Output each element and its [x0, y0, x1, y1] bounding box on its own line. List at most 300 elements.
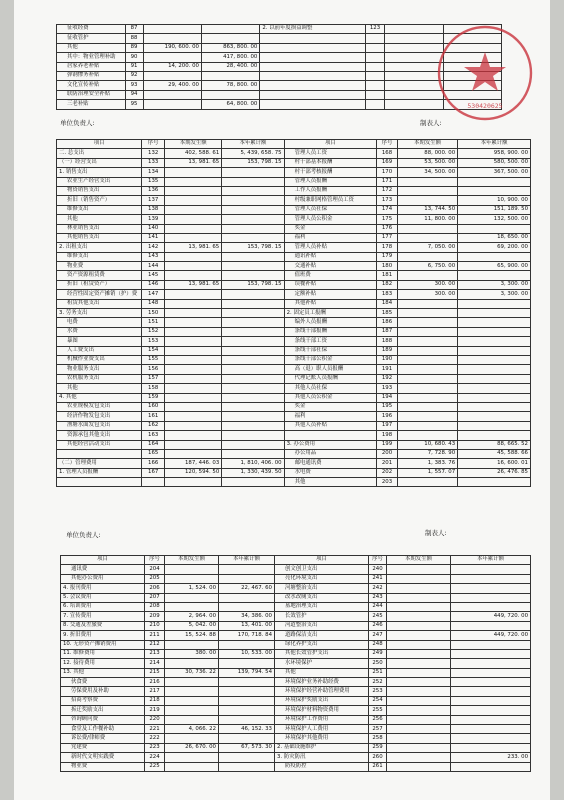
table-cell: 维修支出	[57, 252, 142, 261]
table-cell: 其他办公费用	[61, 574, 145, 583]
table-cell: 300. 00	[397, 290, 457, 299]
table-cell: 14, 200. 00	[143, 62, 201, 71]
table-row	[57, 374, 531, 383]
table-cell	[165, 346, 222, 355]
table-cell: 其他	[57, 215, 142, 224]
table-cell: 205	[145, 574, 165, 583]
unit-head-label-2: 单位负责人:	[66, 531, 101, 539]
table-cell	[387, 602, 451, 611]
table-cell	[222, 337, 284, 346]
table-cell	[458, 327, 531, 336]
table-cell: 170	[377, 168, 398, 177]
table-cell: 89	[125, 43, 143, 52]
table-cell: 其他经营活动支出	[57, 440, 142, 449]
table-row	[57, 243, 531, 252]
table-cell: 87	[125, 25, 143, 34]
table-cell	[458, 374, 531, 383]
table-cell: 环境保护人工费用	[275, 725, 369, 734]
table-cell: 其他销售支出	[57, 233, 142, 242]
table-cell: 172	[377, 186, 398, 195]
table-cell	[219, 734, 275, 743]
table-cell: 高（退）职人员报酬	[284, 365, 377, 374]
table-cell	[165, 290, 222, 299]
table-cell: 6. 培训费用	[61, 602, 145, 611]
table-cell: 246	[369, 621, 387, 630]
table-cell	[458, 224, 531, 233]
unit-head-label-1: 单位负责人:	[60, 119, 95, 127]
table-cell: 3. 办公费用	[284, 440, 377, 449]
table-cell: 177	[377, 233, 398, 242]
table-cell	[143, 71, 201, 80]
table-cell	[451, 602, 531, 611]
table-cell	[222, 412, 284, 421]
table-row	[57, 478, 531, 487]
seal-serial-text: 530420625	[467, 102, 503, 110]
table-cell: 134	[142, 168, 165, 177]
table-cell	[165, 449, 222, 458]
table-cell: 233. 00	[451, 753, 531, 762]
table-cell	[222, 252, 284, 261]
table-cell: 139	[142, 215, 165, 224]
table-cell: 224	[145, 753, 165, 762]
table-cell: 水环境保护	[275, 659, 369, 668]
table-cell	[451, 659, 531, 668]
table-cell	[387, 734, 451, 743]
table-cell: 管理人员社保	[284, 205, 377, 214]
table-row	[57, 262, 531, 271]
table-cell: 190	[377, 355, 398, 364]
table-row	[57, 365, 531, 374]
table-cell	[397, 393, 457, 402]
table-cell: 241	[369, 574, 387, 583]
table-cell: 6, 750. 00	[397, 262, 457, 271]
table-cell: 招商考察费	[61, 696, 145, 705]
table-cell: 7, 050. 00	[397, 243, 457, 252]
table-cell: 204	[145, 565, 165, 574]
table-cell	[260, 34, 366, 43]
table-cell: 绿化养护支出	[275, 640, 369, 649]
table-cell: 环境保护业务补助经费	[275, 678, 369, 687]
table-cell: 2. 固定员工报酬	[284, 309, 377, 318]
table-cell	[165, 205, 222, 214]
table-cell	[260, 100, 366, 109]
table-cell: 拆迁奖励支出	[61, 706, 145, 715]
table-cell	[365, 34, 384, 43]
table-cell: 水电费	[284, 468, 377, 477]
table-cell: 道路保洁支出	[275, 631, 369, 640]
table-cell: 30, 736. 22	[165, 668, 219, 677]
table-cell	[387, 725, 451, 734]
table-cell	[458, 421, 531, 430]
table-cell	[222, 215, 284, 224]
table-cell	[165, 337, 222, 346]
table-cell: 条线干部报酬	[284, 327, 377, 336]
table-cell: 联防治理安全补贴	[57, 90, 126, 99]
table-cell: 管理人员报酬	[284, 177, 377, 186]
table-cell: 135	[142, 177, 165, 186]
table-cell: 5, 439, 658. 75	[222, 149, 284, 158]
table-cell	[222, 196, 284, 205]
table-cell	[165, 715, 219, 724]
table-cell	[222, 374, 284, 383]
table-row	[57, 412, 531, 421]
table-cell	[222, 346, 284, 355]
table-row	[61, 743, 531, 752]
table-cell: 2. 以前年度损益调整	[260, 25, 366, 34]
table-cell: 工作人员报酬	[284, 186, 377, 195]
table-cell	[165, 355, 222, 364]
table-cell: 农业生产经营支出	[57, 177, 142, 186]
table-cell	[165, 412, 222, 421]
table-cell: 其他	[57, 384, 142, 393]
table-cell: 380. 00	[165, 649, 219, 658]
table-cell	[165, 734, 219, 743]
table-cell: 邮电通讯费	[284, 459, 377, 468]
table-cell	[219, 753, 275, 762]
table-cell	[397, 346, 457, 355]
table-cell	[57, 449, 142, 458]
table-cell: 22, 467. 60	[219, 584, 275, 593]
table-cell	[165, 262, 222, 271]
table-cell: 管理人员补贴	[284, 243, 377, 252]
table-cell: 人工费支出	[57, 346, 142, 355]
table-cell	[451, 678, 531, 687]
table-cell: 环境保护其他费用	[275, 734, 369, 743]
table-cell: 153, 798. 15	[222, 243, 284, 252]
table-cell: 水费	[57, 327, 142, 336]
table-cell: 防疫防控	[275, 762, 369, 771]
table-cell	[260, 81, 366, 90]
table-cell	[165, 177, 222, 186]
table-cell	[458, 337, 531, 346]
table-cell	[219, 678, 275, 687]
table-cell: 墓地治理支出	[275, 602, 369, 611]
table-cell: 11. 维修费用	[61, 649, 145, 658]
table-cell: 环境保护经营补助管理费用	[275, 687, 369, 696]
table-cell	[201, 71, 259, 80]
table-cell: 三老补贴	[57, 100, 126, 109]
table-row	[57, 440, 531, 449]
table-row	[57, 196, 531, 205]
table-cell: 亮化环境支出	[275, 574, 369, 583]
table-cell	[165, 706, 219, 715]
table-cell	[165, 762, 219, 771]
table-cell: 奖金	[284, 402, 377, 411]
table-row	[61, 631, 531, 640]
table-cell	[165, 421, 222, 430]
table-cell	[201, 34, 259, 43]
table-cell: 13, 744. 50	[397, 205, 457, 214]
table-row	[61, 649, 531, 658]
table-cell: 管理人员公积金	[284, 215, 377, 224]
table-cell: 151	[142, 318, 165, 327]
table-cell	[201, 25, 259, 34]
table-row	[61, 565, 531, 574]
table-cell	[397, 402, 457, 411]
table-cell: 139, 794. 54	[219, 668, 275, 677]
table-cell	[165, 659, 219, 668]
column-header: 项目	[275, 556, 369, 565]
table-cell	[222, 402, 284, 411]
table-cell: 212	[145, 640, 165, 649]
table-cell: 7, 728. 90	[397, 449, 457, 458]
table-cell: 192	[377, 374, 398, 383]
table-cell: 146	[142, 280, 165, 289]
table-cell	[365, 62, 384, 71]
table-cell: 201	[377, 459, 398, 468]
table-cell: 137	[142, 196, 165, 205]
table-cell	[451, 696, 531, 705]
table-cell: 249	[369, 649, 387, 658]
table-cell	[451, 743, 531, 752]
table-cell: 28, 400. 00	[201, 62, 259, 71]
table-row	[57, 299, 531, 308]
table-cell: 福利	[284, 233, 377, 242]
table-cell: 13, 981. 65	[165, 280, 222, 289]
table-cell: 其他	[284, 478, 377, 487]
table-cell: 条线干部公积金	[284, 355, 377, 364]
table-cell	[165, 215, 222, 224]
table-cell	[222, 355, 284, 364]
table-cell: 9. 折旧费用	[61, 631, 145, 640]
table-cell: 208	[145, 602, 165, 611]
table-cell	[397, 412, 457, 421]
table-cell: 文化宣传补贴	[57, 81, 126, 90]
table-cell: 863, 800. 00	[201, 43, 259, 52]
column-header: 本年累计额	[451, 556, 531, 565]
table-row	[57, 290, 531, 299]
table-cell	[387, 649, 451, 658]
table-cell	[397, 337, 457, 346]
table-cell	[165, 299, 222, 308]
table-cell	[451, 640, 531, 649]
table-cell: 2, 964. 00	[165, 612, 219, 621]
table-cell	[222, 299, 284, 308]
table-cell: 219	[145, 706, 165, 715]
table-cell: 经济作物发包支出	[57, 412, 142, 421]
table-cell	[387, 659, 451, 668]
table-cell	[165, 252, 222, 261]
table-cell	[451, 621, 531, 630]
table-cell	[458, 186, 531, 195]
table-cell	[458, 318, 531, 327]
table-cell	[260, 71, 366, 80]
table-cell	[397, 327, 457, 336]
table-cell	[165, 196, 222, 205]
table-row	[61, 678, 531, 687]
table-cell: 153, 798. 15	[222, 280, 284, 289]
table-cell	[222, 290, 284, 299]
table-cell: 580, 500. 00	[458, 158, 531, 167]
column-header: 项目	[61, 556, 145, 565]
table-row	[57, 215, 531, 224]
table-cell	[387, 753, 451, 762]
table-cell	[451, 734, 531, 743]
table-cell: 218	[145, 696, 165, 705]
table-cell	[143, 25, 201, 34]
table-cell: 140	[142, 224, 165, 233]
table-cell: 160	[142, 402, 165, 411]
table-row	[57, 421, 531, 430]
table-cell: 其中：物业管理补助	[57, 53, 126, 62]
table-cell: 166	[142, 459, 165, 468]
table-row	[61, 706, 531, 715]
table-cell: 3. 防灾防汛	[275, 753, 369, 762]
table-cell: 250	[369, 659, 387, 668]
table-cell: 186	[377, 318, 398, 327]
table-cell: 240	[369, 565, 387, 574]
table-cell: 福利	[284, 412, 377, 421]
table-cell	[165, 696, 219, 705]
table-cell: 农业规模发包支出	[57, 402, 142, 411]
table-cell: 198	[377, 431, 398, 440]
table-cell	[387, 678, 451, 687]
table-cell	[219, 593, 275, 602]
table-cell	[387, 574, 451, 583]
table-cell	[219, 687, 275, 696]
table-cell	[165, 687, 219, 696]
table-cell	[222, 262, 284, 271]
table-cell: 215	[145, 668, 165, 677]
table-cell	[165, 271, 222, 280]
table-cell: 45, 588. 66	[458, 449, 531, 458]
table-cell: 245	[369, 612, 387, 621]
table-cell: 183	[377, 290, 398, 299]
table-cell	[458, 346, 531, 355]
table-cell	[458, 431, 531, 440]
table-cell	[260, 53, 366, 62]
table-cell	[222, 440, 284, 449]
table-cell	[222, 233, 284, 242]
table-cell	[387, 640, 451, 649]
table-cell: 机械作业费支出	[57, 355, 142, 364]
table-cell: 26, 476. 85	[458, 468, 531, 477]
table-row	[61, 725, 531, 734]
table-cell: 211	[145, 631, 165, 640]
table-cell: 维修支出	[57, 205, 142, 214]
column-header: 序号	[145, 556, 165, 565]
table-cell	[165, 168, 222, 177]
column-header: 本期发生额	[165, 556, 219, 565]
table-cell	[143, 34, 201, 43]
table-cell: 176	[377, 224, 398, 233]
table-cell: 租赁其他支出	[57, 299, 142, 308]
table-cell	[260, 62, 366, 71]
table-cell	[219, 574, 275, 583]
maker-label-1: 制表人:	[420, 119, 442, 127]
table-cell: 203	[377, 478, 398, 487]
table-cell	[397, 224, 457, 233]
table-cell	[165, 318, 222, 327]
column-header: 项目	[284, 140, 377, 149]
table-cell: 1, 524. 00	[165, 584, 219, 593]
table-cell	[222, 168, 284, 177]
column-header: 本期发生额	[165, 140, 222, 149]
table-cell: 环境保护奖励支出	[275, 696, 369, 705]
table-cell	[387, 565, 451, 574]
table-cell: 206	[145, 584, 165, 593]
table-cell: 劳保费用及补助	[61, 687, 145, 696]
table-cell: 148	[142, 299, 165, 308]
table-cell: 7. 宣传费用	[61, 612, 145, 621]
table-cell: 133	[142, 158, 165, 167]
table-row	[61, 612, 531, 621]
table-cell	[165, 186, 222, 195]
table-cell	[458, 412, 531, 421]
table-cell: 184	[377, 299, 398, 308]
table-cell: 958, 900. 00	[458, 149, 531, 158]
table-cell	[222, 478, 284, 487]
table-cell	[165, 384, 222, 393]
table-cell: 136	[142, 186, 165, 195]
table-cell	[219, 565, 275, 574]
table-row	[57, 346, 531, 355]
table-cell: 196	[377, 412, 398, 421]
table-cell: 223	[145, 743, 165, 752]
table-cell	[165, 233, 222, 242]
table-cell: 200	[377, 449, 398, 458]
table-row	[61, 640, 531, 649]
table-cell: 其他人员补贴	[284, 421, 377, 430]
table-cell: 142	[142, 243, 165, 252]
table-cell: 210	[145, 621, 165, 630]
table-cell	[451, 687, 531, 696]
table-cell	[387, 706, 451, 715]
table-cell	[165, 431, 222, 440]
column-header: 序号	[142, 140, 165, 149]
table-cell	[165, 440, 222, 449]
table-cell	[222, 177, 284, 186]
table-cell: 221	[145, 725, 165, 734]
table-cell: 65, 900. 00	[458, 262, 531, 271]
table-cell: 197	[377, 421, 398, 430]
table-cell: 155	[142, 355, 165, 364]
table-cell: 78, 800. 00	[201, 81, 259, 90]
table-cell: 69, 200. 00	[458, 243, 531, 252]
table-cell: 181	[377, 271, 398, 280]
table-cell: 222	[145, 734, 165, 743]
table-cell	[219, 715, 275, 724]
table-cell	[451, 565, 531, 574]
table-cell: 3, 300. 00	[458, 290, 531, 299]
table-header-row	[57, 140, 531, 149]
table-cell: 4, 066. 22	[165, 725, 219, 734]
table-cell	[365, 90, 384, 99]
table-cell: 53, 500. 00	[397, 158, 457, 167]
table-cell	[451, 649, 531, 658]
table-cell	[222, 224, 284, 233]
table-cell: 90	[125, 53, 143, 62]
table-cell	[142, 478, 165, 487]
table-cell	[365, 43, 384, 52]
table-cell	[219, 696, 275, 705]
table-row	[61, 621, 531, 630]
table-cell: 260	[369, 753, 387, 762]
table-cell: 管理人员工资	[284, 149, 377, 158]
table-cell: 定额补贴	[284, 290, 377, 299]
column-header: 本年累计额	[222, 140, 284, 149]
table-cell: 13. 其他	[61, 668, 145, 677]
table-cell	[222, 393, 284, 402]
table-cell	[219, 706, 275, 715]
table-cell: 247	[369, 631, 387, 640]
table-cell: 141	[142, 233, 165, 242]
table-row	[57, 233, 531, 242]
table-row	[57, 327, 531, 336]
table-cell: 151, 189. 50	[458, 205, 531, 214]
table-cell: 编外人员报酬	[284, 318, 377, 327]
table-cell: 195	[377, 402, 398, 411]
